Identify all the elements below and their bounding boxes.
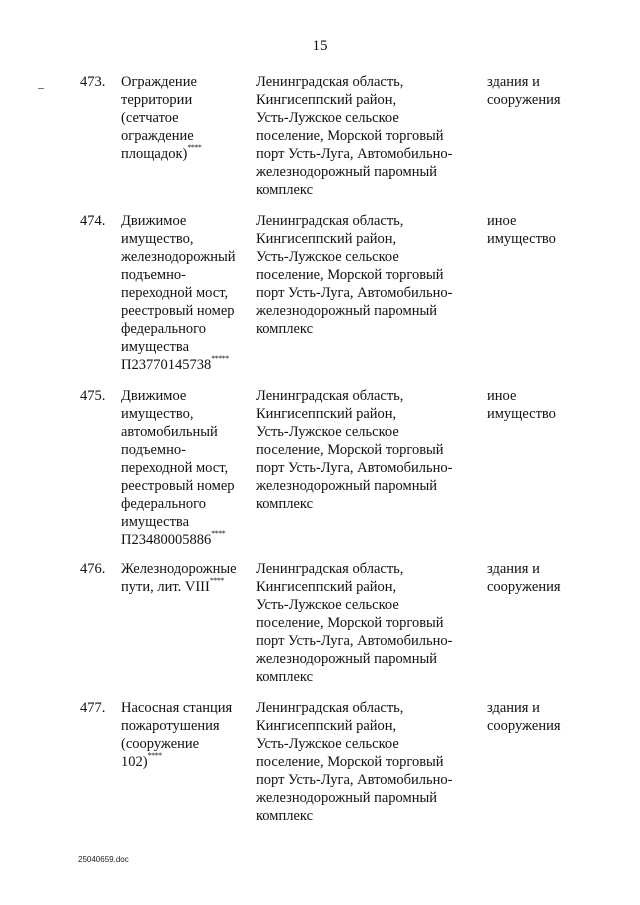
- property-name-text: железнодорожный: [121, 249, 236, 265]
- property-name-text: П23770145738: [121, 357, 212, 373]
- address-line: порт Усть-Луга, Автомобильно-: [256, 633, 453, 649]
- property-name-text: переходной мост,: [121, 285, 229, 301]
- property-name-line: [121, 459, 251, 477]
- property-name-text: федерального: [121, 496, 206, 512]
- property-name-line: [121, 127, 251, 145]
- footnote-marker: ****: [187, 143, 202, 153]
- property-name-text: пожаротушения: [121, 718, 220, 734]
- property-name-text: П23480005886: [121, 532, 212, 548]
- address-line: железнодорожный паромный: [256, 303, 437, 319]
- footnote-marker: ****: [211, 529, 226, 539]
- property-name-line: [121, 230, 251, 248]
- property-name-text: подъемно-: [121, 442, 186, 458]
- property-name: [121, 560, 251, 596]
- property-name-text: Движимое: [121, 213, 187, 229]
- property-name-text: территории: [121, 92, 193, 108]
- property-name-text: Ограждение: [121, 74, 197, 90]
- property-type-line: сооружения: [487, 92, 561, 108]
- address-line: поселение, Морской торговый: [256, 442, 444, 458]
- property-name-line: [121, 302, 251, 320]
- row-number: 475.: [80, 388, 106, 404]
- footnote-marker: ****: [209, 576, 224, 586]
- footnote-marker: ****: [147, 751, 162, 761]
- property-name-line: [121, 423, 251, 441]
- property-name: [121, 699, 251, 771]
- property-type-line: иное: [487, 388, 517, 404]
- address-line: Ленинградская область,: [256, 388, 404, 404]
- address-line: поселение, Морской торговый: [256, 754, 444, 770]
- address-line: Усть-Лужское сельское: [256, 249, 399, 265]
- property-name-text: имущества: [121, 339, 190, 355]
- property-name: [121, 212, 251, 374]
- property-name-line: [121, 717, 251, 735]
- address-line: порт Усть-Луга, Автомобильно-: [256, 285, 453, 301]
- property-name-text: пути, лит. VIII: [121, 579, 210, 595]
- property-name-line: [121, 531, 251, 549]
- address-line: Кингисеппский район,: [256, 579, 397, 595]
- address-line: Ленинградская область,: [256, 700, 404, 716]
- address-line: Кингисеппский район,: [256, 718, 397, 734]
- property-type: [487, 560, 607, 596]
- address-line: железнодорожный паромный: [256, 790, 437, 806]
- property-name-line: [121, 513, 251, 531]
- address-line: Кингисеппский район,: [256, 406, 397, 422]
- property-type: [487, 212, 607, 248]
- property-name-line: [121, 699, 251, 717]
- address-line: Кингисеппский район,: [256, 231, 397, 247]
- property-name-line: [121, 560, 251, 578]
- row-number: 477.: [80, 700, 106, 716]
- property-name-text: реестровый номер: [121, 303, 235, 319]
- property-name-line: [121, 495, 251, 513]
- property-name-text: имущество,: [121, 406, 194, 422]
- property-name-text: Движимое: [121, 388, 187, 404]
- address-line: Ленинградская область,: [256, 213, 404, 229]
- address-line: Усть-Лужское сельское: [256, 736, 399, 752]
- page-number: 15: [312, 38, 328, 54]
- property-name-line: [121, 441, 251, 459]
- property-name-text: (сетчатое: [121, 110, 179, 126]
- address-line: Усть-Лужское сельское: [256, 424, 399, 440]
- property-name-text: подъемно-: [121, 267, 186, 283]
- property-name-text: Железнодорожные: [121, 561, 237, 577]
- property-name-text: переходной мост,: [121, 460, 229, 476]
- property-name-line: [121, 212, 251, 230]
- address-line: комплекс: [256, 808, 314, 824]
- property-name-text: площадок): [121, 146, 188, 162]
- property-name-text: автомобильный: [121, 424, 218, 440]
- property-name-text: реестровый номер: [121, 478, 235, 494]
- address-line: железнодорожный паромный: [256, 164, 437, 180]
- property-type-line: иное: [487, 213, 517, 229]
- address-line: комплекс: [256, 496, 314, 512]
- property-type-line: здания и: [487, 561, 540, 577]
- property-name-text: ограждение: [121, 128, 194, 144]
- property-type: [487, 699, 607, 735]
- property-type-line: сооружения: [487, 579, 561, 595]
- property-name-line: [121, 145, 251, 163]
- property-name-line: [121, 266, 251, 284]
- address-line: комплекс: [256, 669, 314, 685]
- property-name-text: федерального: [121, 321, 206, 337]
- property-type-line: имущество: [487, 406, 556, 422]
- address-line: железнодорожный паромный: [256, 651, 437, 667]
- address-line: Усть-Лужское сельское: [256, 597, 399, 613]
- property-name-line: [121, 578, 251, 596]
- row-number: 474.: [80, 213, 106, 229]
- property-name: [121, 73, 251, 163]
- margin-mark: [38, 88, 44, 89]
- address-line: Кингисеппский район,: [256, 92, 397, 108]
- footer-filename: 25040659.doc: [78, 855, 129, 864]
- address-line: Ленинградская область,: [256, 74, 404, 90]
- row-number: 473.: [80, 74, 106, 90]
- property-name-line: [121, 753, 251, 771]
- property-name-line: [121, 109, 251, 127]
- address-line: поселение, Морской торговый: [256, 128, 444, 144]
- property-name-line: [121, 735, 251, 753]
- property-type-line: здания и: [487, 700, 540, 716]
- address-line: Усть-Лужское сельское: [256, 110, 399, 126]
- property-name-text: 102): [121, 754, 148, 770]
- property-type-line: имущество: [487, 231, 556, 247]
- property-type: [487, 387, 607, 423]
- property-name-line: [121, 91, 251, 109]
- property-address: [256, 212, 471, 338]
- property-name-text: Насосная станция: [121, 700, 233, 716]
- property-name-text: имущества: [121, 514, 190, 530]
- property-name-line: [121, 356, 251, 374]
- property-address: [256, 73, 471, 199]
- footnote-marker: *****: [211, 354, 229, 364]
- property-name-text: имущество,: [121, 231, 194, 247]
- property-type-line: сооружения: [487, 718, 561, 734]
- address-line: поселение, Морской торговый: [256, 615, 444, 631]
- address-line: Ленинградская область,: [256, 561, 404, 577]
- property-name-line: [121, 320, 251, 338]
- row-number: 476.: [80, 561, 106, 577]
- property-name-line: [121, 248, 251, 266]
- address-line: порт Усть-Луга, Автомобильно-: [256, 772, 453, 788]
- property-address: [256, 699, 471, 825]
- address-line: железнодорожный паромный: [256, 478, 437, 494]
- address-line: порт Усть-Луга, Автомобильно-: [256, 460, 453, 476]
- property-name-line: [121, 387, 251, 405]
- address-line: порт Усть-Луга, Автомобильно-: [256, 146, 453, 162]
- property-type-line: здания и: [487, 74, 540, 90]
- address-line: комплекс: [256, 182, 314, 198]
- address-line: комплекс: [256, 321, 314, 337]
- address-line: поселение, Морской торговый: [256, 267, 444, 283]
- property-name-text: (сооружение: [121, 736, 200, 752]
- property-name-line: [121, 338, 251, 356]
- property-address: [256, 560, 471, 686]
- property-address: [256, 387, 471, 513]
- property-name-line: [121, 284, 251, 302]
- property-name: [121, 387, 251, 549]
- property-name-line: [121, 477, 251, 495]
- property-type: [487, 73, 607, 109]
- property-name-line: [121, 73, 251, 91]
- property-name-line: [121, 405, 251, 423]
